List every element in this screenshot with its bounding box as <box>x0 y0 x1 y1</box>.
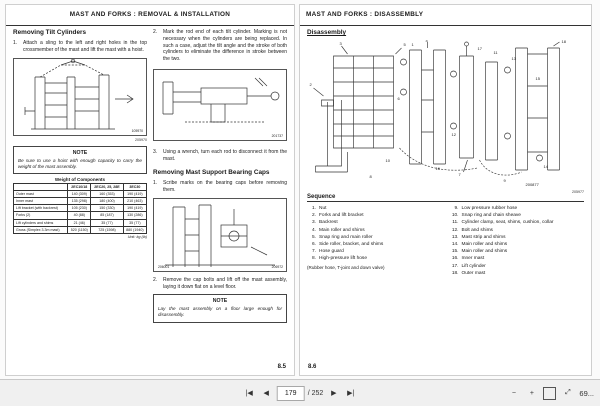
page-number-input[interactable]: 179 <box>277 386 305 401</box>
figure-inner-tag: 200877 <box>525 182 539 187</box>
seq-r-0-n: 9. <box>454 206 459 211</box>
fullscreen-icon[interactable]: ⤢ <box>565 389 571 396</box>
page-left-header <box>6 11 294 26</box>
seq-r-1-n: 10. <box>451 213 459 219</box>
figure-1-drawing <box>14 59 146 135</box>
table-header-row <box>14 183 147 190</box>
seq-r-4-n: 13. <box>451 234 459 240</box>
svg-text:18: 18 <box>561 40 566 44</box>
seq-r-0-label: Low pressure rubber hose <box>461 206 518 211</box>
previous-page-button[interactable]: ◀ <box>263 390 269 397</box>
list-item <box>450 248 585 255</box>
viewer-toolbar <box>0 379 600 406</box>
seq-l-1-label: Forks and lift bracket <box>319 213 364 219</box>
left-page-column-1 <box>13 29 147 326</box>
table-row <box>14 205 147 212</box>
row-4-label: Lift cylinders and shims <box>14 219 68 226</box>
seq-r-6-n: 15. <box>451 249 459 255</box>
svg-text:9: 9 <box>503 178 506 183</box>
note-2-label: NOTE <box>212 298 228 305</box>
list-item <box>450 263 585 270</box>
list-item <box>450 205 585 212</box>
seq-r-5-n: 14. <box>451 241 459 247</box>
zoom-in-button[interactable]: + <box>529 389 534 397</box>
th-2ec1018: 2EC10/18 <box>68 183 91 190</box>
zoom-level-label: 69... <box>579 388 594 398</box>
list-item <box>450 241 585 248</box>
row-4-v1: 35 (77) <box>91 219 123 226</box>
page-left-header-title: MAST AND FORKS : REMOVAL & INSTALLATION <box>69 11 231 18</box>
row-5-v2: 880 (1940) <box>123 226 146 233</box>
toolbar-zoom-group <box>507 387 594 400</box>
sequence-note: (Rubber hose, T-joint and down valve) <box>307 264 385 270</box>
list-item <box>450 255 585 262</box>
note-1-text: Be sure to use a hoist with enough capacity to carry the weight of the mast assembly. <box>18 157 142 169</box>
row-4-v2: 35 (77) <box>123 219 146 226</box>
list-item <box>450 234 585 241</box>
sub-step-2-text: Remove the cap bolts and lift off the mast assembly, laying it down flat on a level floor. <box>163 276 287 290</box>
seq-l-6-label: Hose guard <box>319 249 344 255</box>
first-page-button[interactable]: |◀ <box>245 390 253 397</box>
table-row <box>14 212 147 219</box>
note-hoist-capacity <box>13 146 147 174</box>
svg-text:15: 15 <box>535 76 540 81</box>
row-4-v0: 21 (46) <box>68 219 91 226</box>
row-1-v1: 180 (400) <box>91 198 123 205</box>
seq-r-3-label: Bolt and shims <box>461 227 493 233</box>
sub-step-1-text: Scribe marks on the bearing caps before removing them. <box>163 180 287 193</box>
step-3-number: 3. <box>153 148 158 155</box>
seq-r-8-label: Lift cylinder <box>461 263 486 269</box>
list-item <box>450 270 585 277</box>
svg-text:10: 10 <box>385 158 390 163</box>
sub-step-2 <box>153 277 287 291</box>
seq-r-8-n: 17. <box>451 263 459 269</box>
figure-2-tag: 201737 <box>271 133 283 138</box>
table-row <box>14 198 147 205</box>
sequence-title: Sequence <box>307 194 584 202</box>
row-2-v2: 190 (419) <box>123 205 146 212</box>
sequence-column-right <box>450 205 585 277</box>
list-item <box>307 255 442 262</box>
step-2 <box>153 29 287 63</box>
page-right[interactable] <box>299 4 592 376</box>
figure-1-caption: 205970 <box>135 137 147 142</box>
step-1 <box>13 40 147 54</box>
seq-l-5-label: Side roller, bracket, and shims <box>319 241 384 247</box>
list-item <box>307 241 442 248</box>
seq-r-4-label: Mast strip and shims <box>461 234 506 240</box>
sub-step-1 <box>153 180 287 194</box>
last-page-button[interactable]: ▶| <box>347 390 355 397</box>
row-0-v0: 140 (309) <box>68 191 91 198</box>
seq-l-0-label: Nut <box>319 206 327 211</box>
seq-l-4-n: 5. <box>311 234 316 240</box>
seq-r-7-label: Inner mast <box>461 256 485 262</box>
figure-3-tag: 206001 <box>158 264 170 269</box>
list-item <box>307 212 442 219</box>
weight-of-components-table <box>13 183 147 234</box>
next-page-button[interactable]: ▶ <box>331 390 337 397</box>
step-1-number: 1. <box>13 40 18 46</box>
seq-l-3-n: 4. <box>311 227 316 233</box>
sub-step-1-number: 1. <box>153 180 158 187</box>
list-item <box>307 227 442 234</box>
figure-tilt-cylinder-rod <box>153 69 287 141</box>
svg-text:12: 12 <box>451 132 456 137</box>
seq-l-7-n: 8. <box>311 256 316 262</box>
row-1-v0: 135 (298) <box>68 198 91 205</box>
page-total-label: / 252 <box>307 389 324 397</box>
list-item <box>307 205 442 212</box>
section-title-removing-tilt-cylinders: Removing Tilt Cylinders <box>13 29 87 36</box>
page-left-number: 8.5 <box>277 364 286 370</box>
toolbar-nav-group <box>243 386 358 401</box>
svg-text:13: 13 <box>511 56 516 61</box>
figure-tilt-cylinder-sling <box>13 58 147 136</box>
th-blank <box>14 183 68 190</box>
figure-right-caption: 205977 <box>572 190 584 194</box>
page-left[interactable] <box>5 4 295 376</box>
sequence-column-left <box>307 205 442 277</box>
exploded-view-drawing <box>307 40 584 188</box>
seq-l-0-n: 1. <box>311 206 316 211</box>
list-item <box>307 248 442 255</box>
table-row <box>14 226 147 233</box>
row-2-v1: 150 (330) <box>91 205 123 212</box>
page-right-body <box>307 29 584 357</box>
seq-r-6-label: Main roller and shims <box>461 249 508 255</box>
svg-text:11: 11 <box>493 50 498 55</box>
subsection-title-bearing-caps: Removing Mast Support Bearing Caps <box>153 169 270 177</box>
seq-l-2-n: 3. <box>311 220 316 226</box>
row-5-v1: 725 (1598) <box>91 226 123 233</box>
page-right-header <box>300 11 591 26</box>
seq-l-3-label: Main roller and shims <box>319 227 365 233</box>
svg-text:17: 17 <box>477 46 482 51</box>
seq-r-7-n: 16. <box>451 256 459 262</box>
page-indicator <box>277 386 324 401</box>
weight-table-title: Weight of Components <box>54 176 106 182</box>
seq-l-5-n: 6. <box>311 241 316 247</box>
seq-l-7-label: High-pressure lift hose <box>319 256 367 262</box>
figure-1-tag: 105970 <box>131 128 143 133</box>
svg-text:4: 4 <box>425 40 428 43</box>
seq-l-2-label: Backrest <box>319 220 338 226</box>
step-1-text: Attach a sling to the left and right holes in the top crossmember of the mast and lift the mast with a hoist. <box>23 40 147 53</box>
seq-r-9-label: Outer mast <box>461 270 486 276</box>
seq-l-4-label: Snap ring and main roller <box>319 234 373 240</box>
figure-mast-exploded-view <box>307 40 584 188</box>
seq-r-9-n: 18. <box>451 270 459 276</box>
row-3-label: Forks (2) <box>14 212 68 219</box>
left-page-column-2 <box>153 29 287 326</box>
list-item <box>450 212 585 219</box>
step-2-text: Mark the rod end of each tilt cylinder. Marking is not necessary when the cylinders are being replaced. In such a case, adjust the tilt angle and the stroke of both cylinders to eliminate the difference in stroke between the two. <box>163 29 287 62</box>
row-5-label: Gross (Simplex 3.3m mast) <box>14 226 68 233</box>
svg-text:7: 7 <box>458 172 461 177</box>
figure-bearing-caps <box>153 198 287 272</box>
seq-r-2-label: Cylinder clamp, seat, shims, cushion, collar <box>461 220 554 226</box>
seq-r-3-n: 12. <box>451 227 459 233</box>
seq-l-6-n: 7. <box>311 249 316 255</box>
svg-text:2: 2 <box>309 82 312 87</box>
th-3ec30: 3EC30 <box>123 183 146 190</box>
list-item <box>450 227 585 234</box>
zoom-out-button[interactable]: − <box>511 389 516 397</box>
sequence-columns <box>307 205 584 277</box>
list-item <box>307 234 442 241</box>
sub-step-2-number: 2. <box>153 276 158 283</box>
weight-table-unit: Unit: kg (lb) <box>127 234 147 239</box>
step-3-text: Using a wrench, turn each rod to disconnect it from the mast. <box>163 148 287 162</box>
svg-text:5: 5 <box>403 42 406 47</box>
list-item <box>307 219 442 226</box>
svg-text:3: 3 <box>339 41 342 46</box>
seq-l-1-n: 2. <box>311 213 316 219</box>
table-row <box>14 219 147 226</box>
row-0-v1: 160 (353) <box>91 191 123 198</box>
th-2ec202528e: 2EC20, 25, 28E <box>91 183 123 190</box>
row-0-label: Outer mast <box>14 191 68 198</box>
row-1-label: Inner mast <box>14 198 68 205</box>
row-3-v1: 85 (187) <box>91 212 123 219</box>
row-3-v2: 130 (286) <box>123 212 146 219</box>
row-1-v2: 210 (463) <box>123 198 146 205</box>
row-0-v2: 190 (419) <box>123 191 146 198</box>
page-right-number: 8.6 <box>308 364 317 370</box>
page-left-body <box>13 29 287 357</box>
section-title-disassembly: Disassembly <box>307 29 347 36</box>
figure-3-drawing <box>154 199 286 271</box>
fit-page-square <box>543 387 556 400</box>
svg-text:14: 14 <box>543 164 548 169</box>
row-2-v0: 105 (230) <box>68 205 91 212</box>
svg-text:16: 16 <box>435 166 440 171</box>
seq-r-5-label: Main roller and shims <box>461 241 508 247</box>
page-right-header-title: MAST AND FORKS : DISASSEMBLY <box>306 11 424 18</box>
row-2-label: Lift bracket (with backrest) <box>14 205 68 212</box>
seq-r-1-label: Snap ring and chain sheave <box>461 213 521 219</box>
svg-text:6: 6 <box>397 96 400 101</box>
row-5-v0: 520 (1150) <box>68 226 91 233</box>
figure-3-caption: 206972 <box>271 264 283 269</box>
note-2-text: Lay the mast assembly on a floor large enough for disassembly. <box>158 306 282 318</box>
svg-text:8: 8 <box>369 174 372 179</box>
svg-text:1: 1 <box>411 42 414 47</box>
list-item <box>450 219 585 226</box>
table-row <box>14 191 147 198</box>
seq-r-2-n: 11. <box>452 220 459 226</box>
note-lay-mast-flat <box>153 294 287 322</box>
step-3 <box>153 149 287 163</box>
step-2-number: 2. <box>153 29 158 35</box>
figure-2-drawing <box>154 70 286 140</box>
row-3-v0: 40 (88) <box>68 212 91 219</box>
fit-page-icon[interactable] <box>543 387 556 400</box>
note-1-label: NOTE <box>72 149 88 156</box>
